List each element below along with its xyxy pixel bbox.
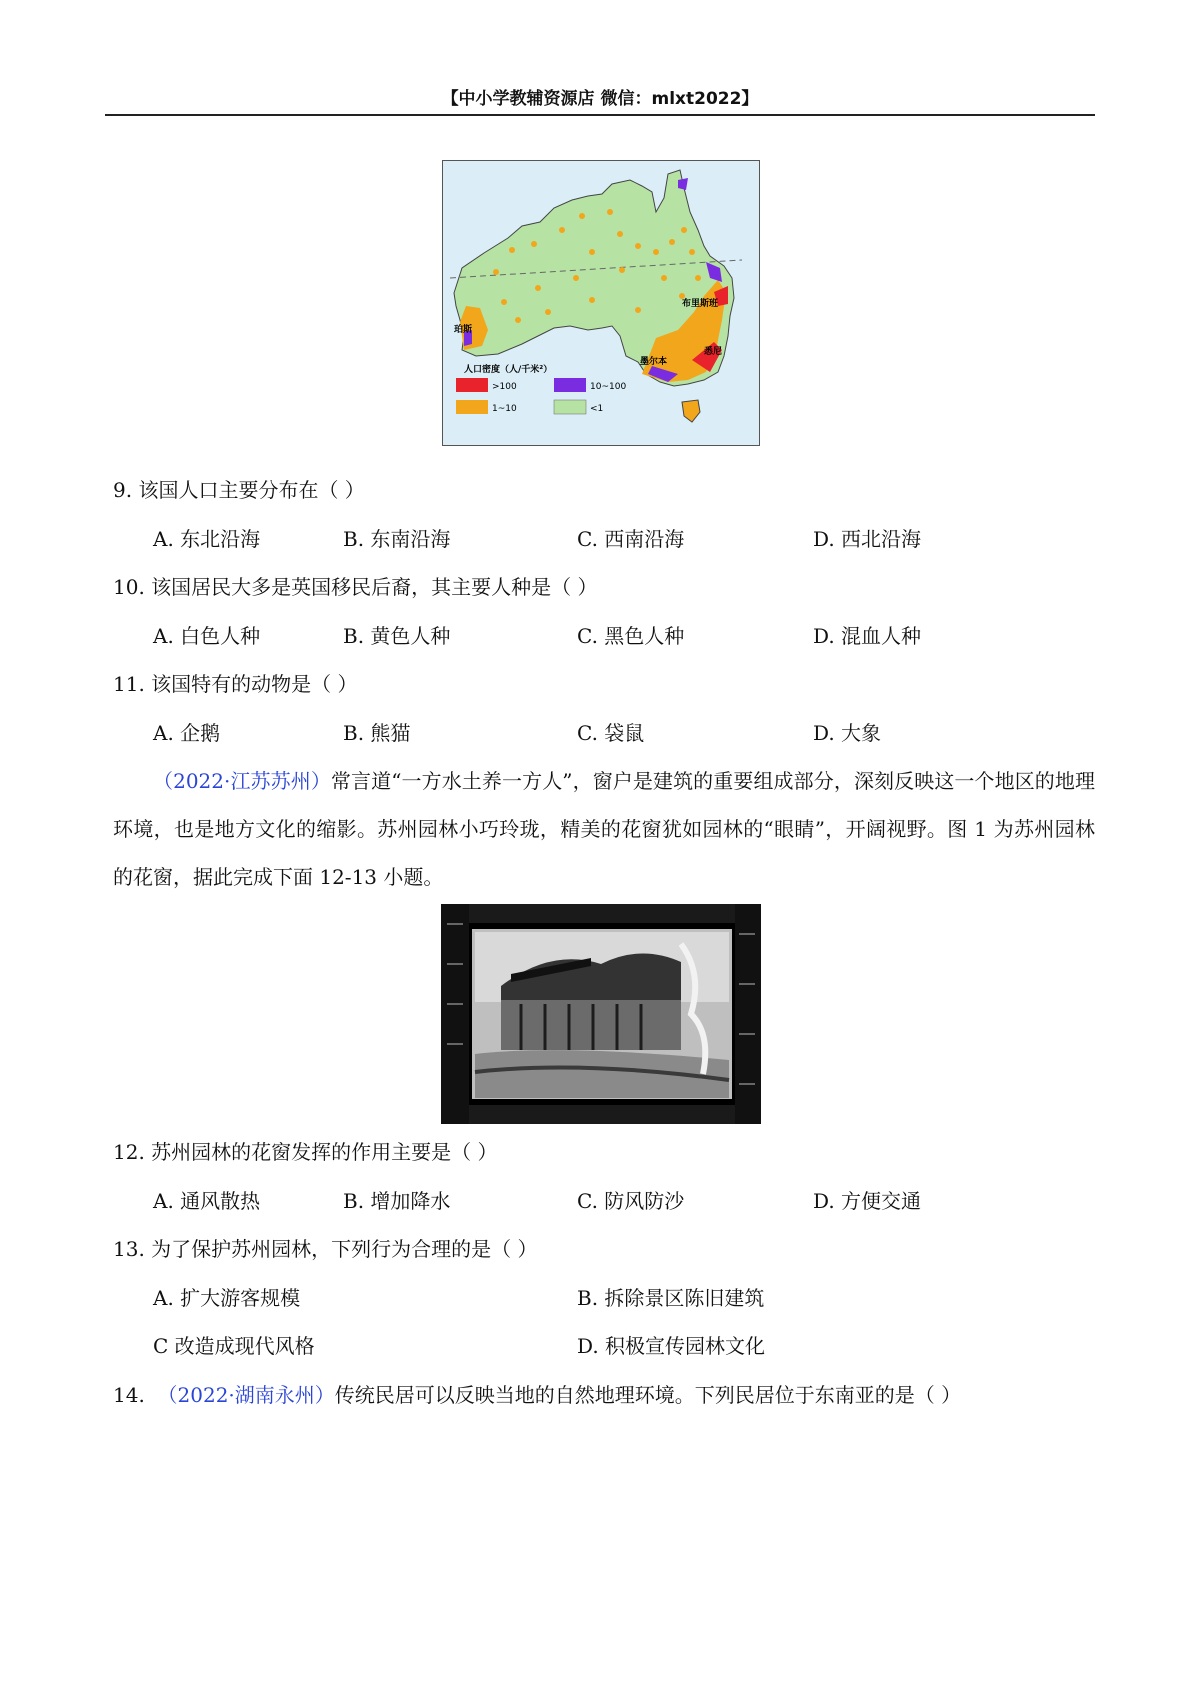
q10-option-d[interactable]: D. 混血人种 [813, 624, 922, 648]
city-label-brisbane: 布里斯班 [682, 299, 719, 309]
city-label-sydney: 悉尼 [704, 347, 723, 357]
legend-swatch-3 [554, 400, 586, 414]
question-14-stem [113, 1383, 961, 1407]
q13-option-d[interactable]: D. 积极宣传园林文化 [577, 1334, 766, 1358]
question-12-stem: 12. 苏州园林的花窗发挥的作用主要是（ ） [113, 1140, 498, 1164]
city-label-melbourne: 墨尔本 [640, 357, 668, 367]
q13-option-b[interactable]: B. 拆除景区陈旧建筑 [577, 1286, 765, 1310]
q9-option-d[interactable]: D. 西北沿海 [813, 527, 922, 551]
question-13-stem: 13. 为了保护苏州园林，下列行为合理的是（ ） [113, 1237, 538, 1261]
q11-option-d[interactable]: D. 大象 [813, 721, 882, 745]
q12-option-b[interactable]: B. 增加降水 [343, 1189, 451, 1213]
question-11-stem: 11. 该国特有的动物是（ ） [113, 672, 358, 696]
q9-option-a[interactable]: A. 东北沿海 [153, 527, 261, 551]
passage-text: 常言道“一方水土养一方人”，窗户是建筑的重要组成部分，深刻反映这一个地区的地理环境，也是地方文化的缩影。苏州园林小巧玲珑，精美的花窗犹如园林的“眼睛”，开阔视野。图 1 为苏州园林的花窗，据此完成下面 12-13 小题。 [113, 769, 1095, 889]
legend-title: 人口密度（人/千米²） [464, 365, 553, 375]
q10-option-b[interactable]: B. 黄色人种 [343, 624, 451, 648]
city-label-perth: 珀斯 [454, 325, 473, 335]
q14-source: （2022·湖南永州） [157, 1383, 335, 1407]
question-9-stem: 9. 该国人口主要分布在（ ） [113, 478, 365, 502]
legend-label-1: 10~100 [590, 382, 627, 392]
q11-option-a[interactable]: A. 企鹅 [153, 721, 221, 745]
q14-text: 传统民居可以反映当地的自然地理环境。下列民居位于东南亚的是（ ） [334, 1383, 962, 1407]
q10-option-c[interactable]: C. 黑色人种 [577, 624, 685, 648]
q12-option-d[interactable]: D. 方便交通 [813, 1189, 922, 1213]
passage [113, 757, 1095, 901]
q14-number: 14. [113, 1383, 145, 1407]
legend-label-0: >100 [492, 382, 517, 392]
q9-option-b[interactable]: B. 东南沿海 [343, 527, 451, 551]
header-rule [105, 114, 1095, 116]
legend-label-3: <1 [590, 404, 604, 414]
q13-option-c[interactable]: C 改造成现代风格 [153, 1334, 315, 1358]
question-10-stem: 10. 该国居民大多是英国移民后裔，其主要人种是（ ） [113, 575, 598, 599]
population-density-map [442, 160, 760, 446]
q11-option-b[interactable]: B. 熊猫 [343, 721, 411, 745]
q12-option-c[interactable]: C. 防风防沙 [577, 1189, 685, 1213]
page-header: 【中小学教辅资源店 微信：mlxt2022】 [441, 89, 759, 109]
legend-swatch-2 [456, 400, 488, 414]
passage-source: （2022·江苏苏州） [153, 769, 331, 793]
legend-label-2: 1~10 [492, 404, 517, 414]
q9-option-c[interactable]: C. 西南沿海 [577, 527, 685, 551]
suzhou-garden-window-photo [441, 904, 761, 1124]
q11-option-c[interactable]: C. 袋鼠 [577, 721, 645, 745]
legend-swatch-0 [456, 378, 488, 392]
q13-option-a[interactable]: A. 扩大游客规模 [153, 1286, 301, 1310]
q12-option-a[interactable]: A. 通风散热 [153, 1189, 261, 1213]
q10-option-a[interactable]: A. 白色人种 [153, 624, 261, 648]
legend-swatch-1 [554, 378, 586, 392]
